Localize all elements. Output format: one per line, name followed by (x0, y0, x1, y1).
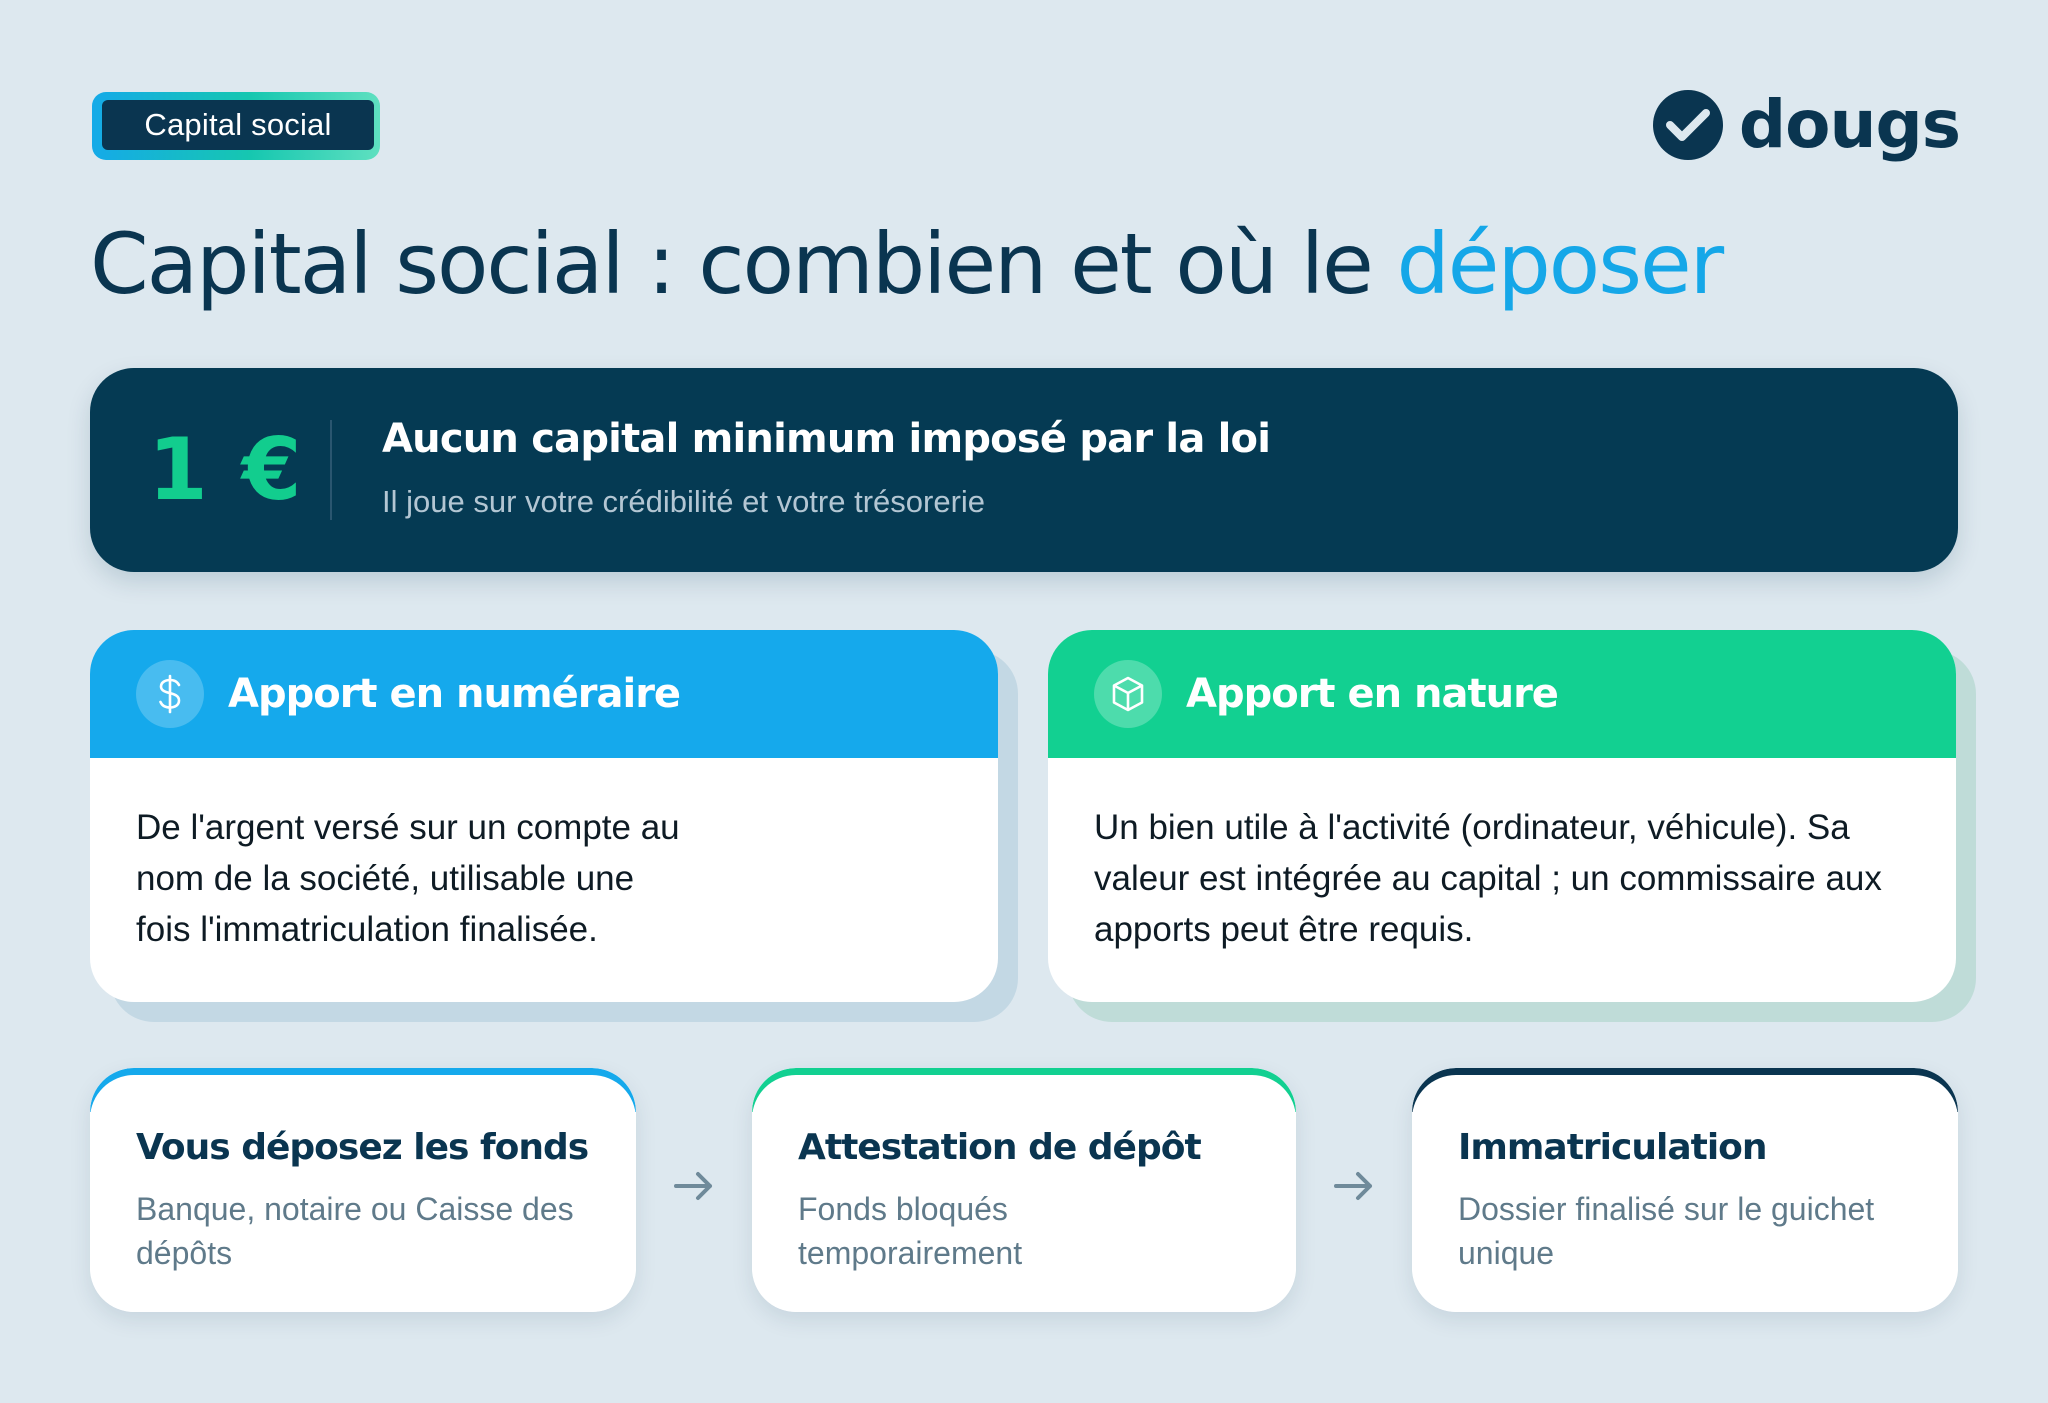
step-card-body (1412, 1075, 1958, 1312)
arrow-right-icon (1332, 1166, 1376, 1206)
step-description: Dossier finalisé sur le guichet unique (1458, 1191, 1875, 1271)
title-main: Capital social : combien et où le (90, 215, 1397, 313)
step-title: Vous déposez les fonds (136, 1127, 589, 1168)
minimum-capital-value: 1 € (148, 420, 304, 520)
title-accent: déposer (1396, 215, 1723, 313)
hero-divider (330, 420, 332, 520)
step-title: Attestation de dépôt (798, 1127, 1201, 1168)
dollar-icon (136, 660, 204, 728)
category-tag-label: Capital social (102, 100, 374, 150)
step-attestation (752, 1068, 1296, 1312)
hero-banner (90, 368, 1958, 572)
step-immatriculation (1412, 1068, 1958, 1312)
step-depot-fonds (90, 1068, 636, 1312)
arrow-right-icon (672, 1166, 716, 1206)
card-apport-numeraire (90, 630, 998, 1002)
card-title: Apport en nature (1186, 671, 1558, 717)
card-description: Un bien utile à l'activité (ordinateur, véhicule). Sa valeur est intégrée au capital ; un commissaire aux apports peut être requis. (1094, 808, 1882, 949)
box-icon (1094, 660, 1162, 728)
card-header (1048, 630, 1956, 758)
check-circle-icon (1653, 90, 1723, 160)
card-apport-nature (1048, 630, 1956, 1002)
step-title: Immatriculation (1458, 1127, 1767, 1168)
category-tag (92, 92, 382, 160)
page-title (90, 215, 1723, 313)
brand-name: dougs (1738, 86, 1960, 163)
step-description: Banque, notaire ou Caisse des dépôts (136, 1191, 574, 1271)
hero-subtitle: Il joue sur votre crédibilité et votre trésorerie (382, 484, 986, 519)
card-description: De l'argent versé sur un compte au nom de la société, utilisable une fois l'immatriculation finalisée. (136, 808, 680, 949)
step-card-body (90, 1075, 636, 1312)
step-card-body (752, 1075, 1296, 1312)
hero-heading: Aucun capital minimum imposé par la loi (382, 416, 1271, 462)
brand-logo (1653, 86, 1960, 163)
step-description: Fonds bloqués temporairement (798, 1191, 1023, 1271)
card-header (90, 630, 998, 758)
card-title: Apport en numéraire (228, 671, 681, 717)
